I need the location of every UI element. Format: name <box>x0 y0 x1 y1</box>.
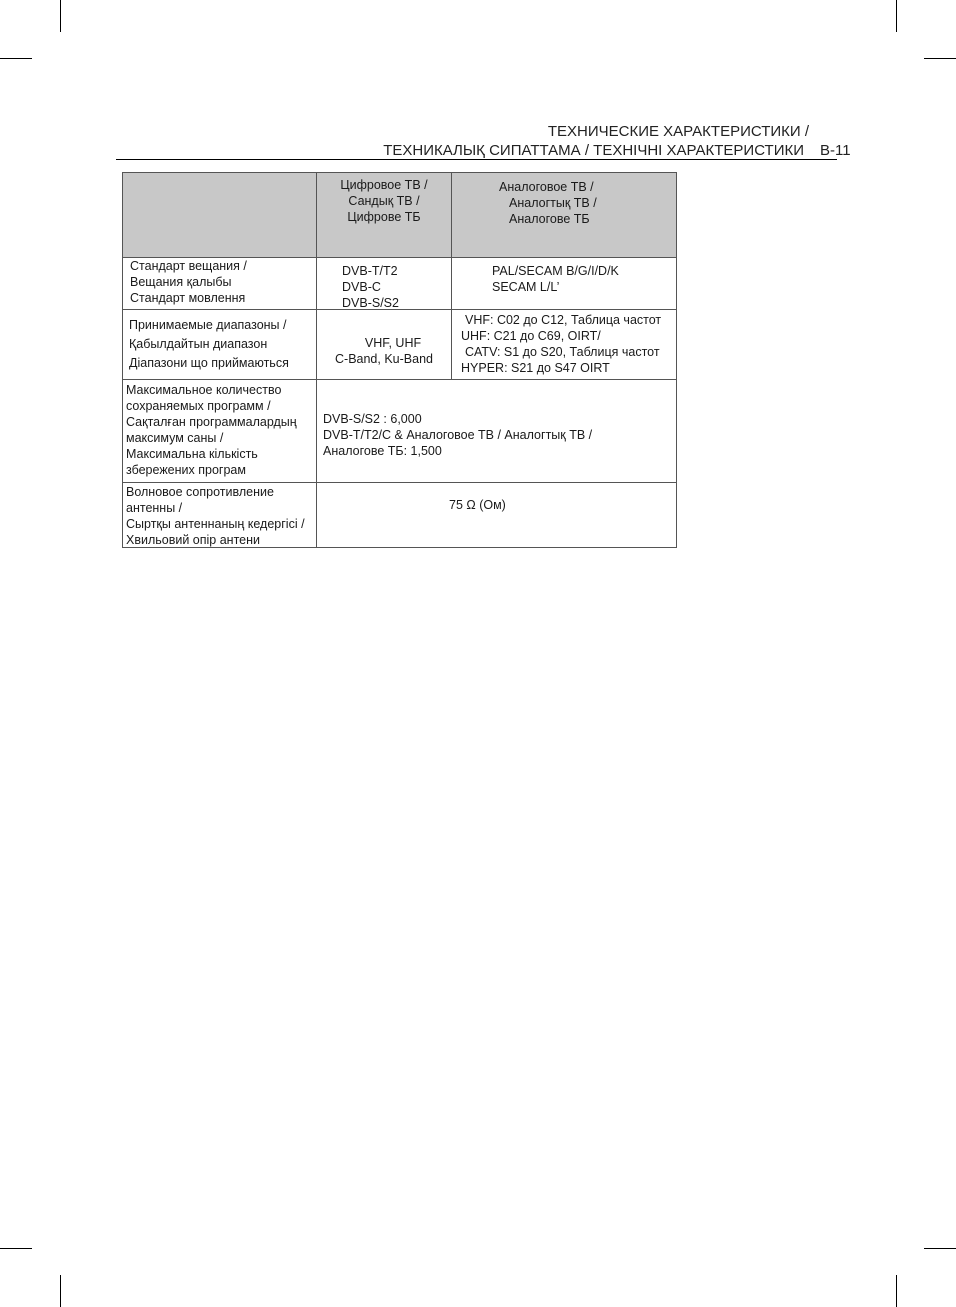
row-label-max-programs <box>126 382 297 478</box>
max-programs-value <box>323 411 592 459</box>
header-analog-line: Аналоговое ТВ / <box>499 180 594 194</box>
label-line: Қабылдайтын диапазон <box>129 337 268 351</box>
label-line: збережених програм <box>126 463 246 477</box>
value-line: VHF: C02 до C12, Таблица частот <box>465 313 662 327</box>
section-title-line2: ТЕХНИКАЛЫҚ СИПАТТАМА / ТЕХНІЧНІ ХАРАКТЕРИСТИКИ <box>383 142 804 159</box>
value-line: DVB-S/S2 : 6,000 <box>323 412 422 426</box>
receiving-ranges-analog <box>461 312 661 376</box>
broadcast-standard-analog <box>492 263 619 295</box>
value-line: C-Band, Ku-Band <box>335 352 433 366</box>
header-digital-line: Сандық ТВ / <box>348 194 420 208</box>
value-line: Аналогове ТБ: 1,500 <box>323 444 442 458</box>
row-divider <box>123 379 676 380</box>
value-line: VHF, UHF <box>364 336 422 350</box>
header-analog-line: Аналогтық ТВ / <box>509 196 597 210</box>
crop-mark <box>896 0 897 32</box>
header-digital-line: Цифровое ТВ / <box>340 178 428 192</box>
value-line: SECAM L/L’ <box>492 280 560 294</box>
specs-table <box>122 172 677 548</box>
value-line: PAL/SECAM B/G/I/D/K <box>492 264 619 278</box>
value-line: UHF: C21 до C69, OIRT/ <box>461 329 601 343</box>
label-line: Максимальное количество <box>126 383 282 397</box>
crop-mark <box>924 58 956 59</box>
crop-mark <box>60 0 61 32</box>
row-label-broadcast-standard <box>130 258 247 306</box>
section-title-line1: ТЕХНИЧЕСКИЕ ХАРАКТЕРИСТИКИ / <box>547 123 809 140</box>
page-number: B-11 <box>820 142 851 159</box>
value-line: HYPER: S21 до S47 OIRT <box>461 361 610 375</box>
header-rule <box>116 159 837 160</box>
header-digital <box>317 177 451 225</box>
value-line: DVB-S/S2 <box>342 296 399 310</box>
label-line: Діапазони що приймаються <box>129 356 289 370</box>
value-line: DVB-C <box>342 280 381 294</box>
value-line: DVB-T/T2 <box>342 264 398 278</box>
row-divider <box>123 309 676 310</box>
crop-mark <box>924 1248 956 1249</box>
row-label-antenna-impedance <box>126 484 305 548</box>
crop-mark <box>896 1275 897 1307</box>
row-divider <box>123 482 676 483</box>
label-line: Максимальна кількість <box>126 447 258 461</box>
label-line: Волновое сопротивление <box>126 485 274 499</box>
crop-mark <box>0 58 32 59</box>
receiving-ranges-digital <box>317 335 451 367</box>
crop-mark <box>0 1248 32 1249</box>
crop-mark <box>60 1275 61 1307</box>
col-divider <box>451 173 452 379</box>
label-line: Хвильовий опір антени <box>126 533 260 547</box>
header-digital-line: Цифрове ТБ <box>347 210 421 224</box>
label-line: Принимаемые диапазоны / <box>129 318 287 332</box>
label-line: Стандарт мовлення <box>130 291 246 305</box>
label-line: Сыртқы антеннаның кедергісі / <box>126 517 305 531</box>
label-line: сохраняемых программ / <box>126 399 271 413</box>
label-line: Сақталған программалардың <box>126 415 297 429</box>
label-line: Вещания қалыбы <box>130 275 232 289</box>
header-analog-line: Аналогове ТБ <box>509 212 590 226</box>
label-line: антенны / <box>126 501 183 515</box>
broadcast-standard-digital <box>342 263 399 311</box>
value-line: DVB-T/T2/C & Аналоговое ТВ / Аналогтық ТВ / <box>323 428 593 442</box>
row-label-receiving-ranges <box>129 316 289 373</box>
value-line: CATV: S1 до S20, Таблиця частот <box>465 345 660 359</box>
label-line: Стандарт вещания / <box>130 259 247 273</box>
header-analog <box>499 179 679 227</box>
antenna-impedance-value: 75 Ω (Ом) <box>449 498 506 512</box>
label-line: максимум саны / <box>126 431 224 445</box>
